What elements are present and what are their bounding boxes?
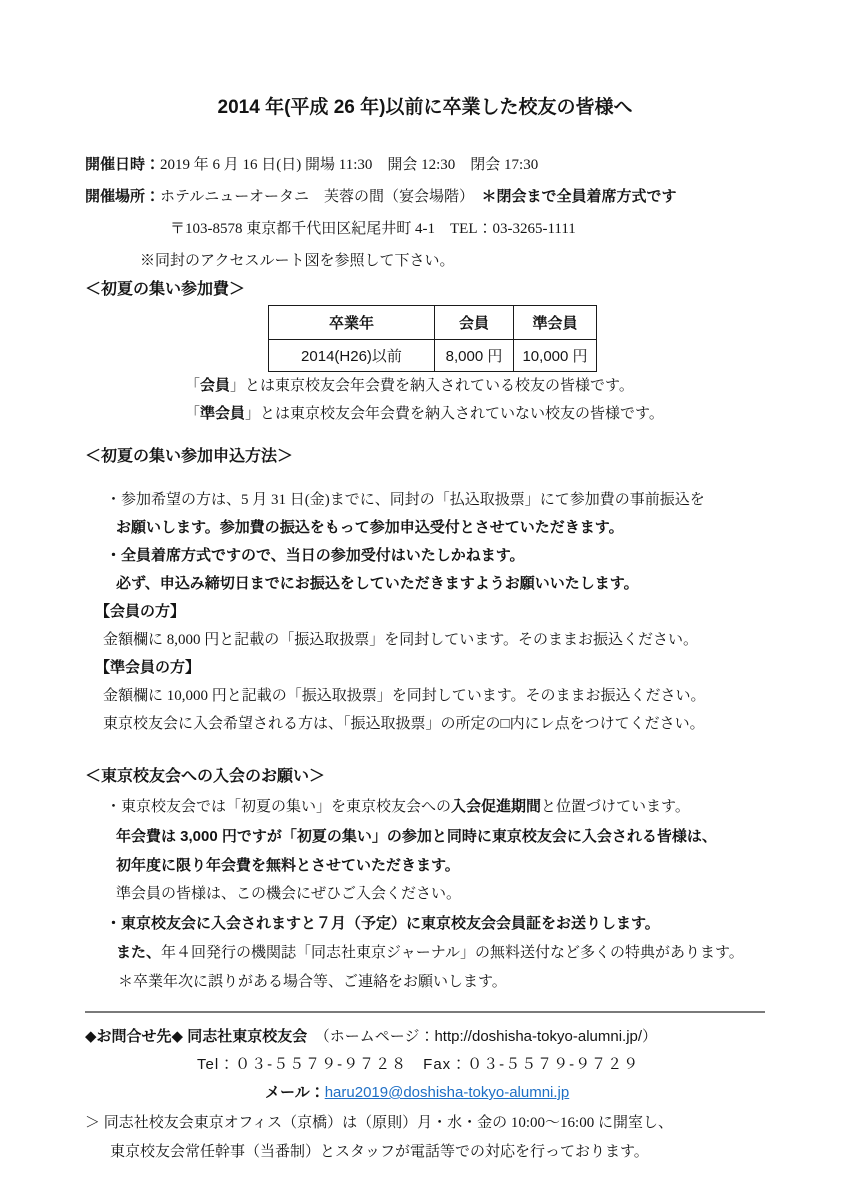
apply-bullet2-line1: ・全員着席方式ですので、当日の参加受付はいたしかねます。 <box>106 547 525 564</box>
apply-section <box>85 486 765 738</box>
contact-homepage: （ホームページ：http://doshisha-tokyo-alumni.jp/） <box>307 1028 658 1045</box>
fee-table-cell-member-fee: 8,000 円 <box>435 340 514 372</box>
apply-bullet2-line2: 必ず、申込み締切日までにお振込をしていただきますようお願いいたします。 <box>116 575 639 592</box>
page-title: 2014 年(平成 26 年)以前に卒業した校友の皆様へ <box>217 97 633 118</box>
horizontal-divider <box>85 1011 765 1013</box>
associate-instructions-2: 東京校友会に入会希望される方は、「振込取扱票」の所定の□内にレ点をつけてください。 <box>103 716 705 732</box>
colon: ： <box>145 188 161 205</box>
contact-tel-fax: Tel：０３-５５７９-９７２８ Fax：０３-５５７９-９７２９ <box>197 1056 640 1073</box>
event-info-block <box>85 149 765 277</box>
office-info-block <box>85 1109 765 1167</box>
join-section <box>85 792 765 997</box>
associate-instructions-1: 金額欄に 10,000 円と記載の「振込取扱票」を同封しています。そのままお振込ください。 <box>103 688 706 704</box>
fee-note-associate-term: 準会員 <box>200 405 246 422</box>
fee-table-cell-year: 2014(H26)以前 <box>269 340 435 372</box>
join-graduation-year-note: ＊卒業年次に誤りがある場合等、ご連絡をお願いします。 <box>118 974 507 990</box>
event-venue-note: ＊閉会まで全員着席方式です <box>481 188 677 205</box>
event-access-note: ※同封のアクセスルート図を参照して下さい。 <box>140 253 455 269</box>
fee-table-header-graduation-year: 卒業年 <box>269 306 435 340</box>
join-bullet1-line4: 準会員の皆様は、この機会にぜひご入会ください。 <box>116 886 462 902</box>
join-bullet1-line3: 初年度に限り年会費を無料とさせていただきます。 <box>116 857 460 874</box>
office-info-line1: ＞ 同志社校友会東京オフィス（京橋）は（原則）月・水・金の 10:00～16:00 に開室し、 <box>85 1115 673 1131</box>
join-bullet2-line1: ・東京校友会に入会されますと７月（予定）に東京校友会会員証をお送りします。 <box>106 915 660 932</box>
fee-note-associate-text: 」とは東京校友会年会費を納入されていない校友の皆様です。 <box>245 406 664 422</box>
member-instructions: 金額欄に 8,000 円と記載の「振込取扱票」を同封しています。そのままお振込ください。 <box>103 632 699 648</box>
join-section-heading: ＜東京校友会への入会のお願い＞ <box>85 768 326 785</box>
join-b2-rest: 年４回発行の機関誌「同志社東京ジャーナル」の無料送付など多くの特典があります。 <box>161 945 744 961</box>
fee-table <box>268 305 597 372</box>
contact-label: ◆お問合せ先◆ 同志社東京校友会 <box>85 1028 308 1045</box>
bracket-open: 「 <box>185 378 201 394</box>
contact-mail-link[interactable]: haru2019@doshisha-tokyo-alumni.jp <box>324 1084 570 1101</box>
join-bullet1-line2: 年会費は 3,000 円ですが「初夏の集い」の参加と同時に東京校友会に入会される皆様は、 <box>116 828 717 845</box>
event-venue-value: ホテルニューオータニ 芙蓉の間（宴会場階） <box>160 189 482 205</box>
apply-bullet1-line1: ・参加希望の方は、5 月 31 日(金)までに、同封の「払込取扱票」にて参加費の事前振込を <box>106 492 705 508</box>
join-b1-emphasis: 入会促進期間 <box>451 798 542 815</box>
fee-table-row <box>269 340 597 372</box>
event-datetime-label: 開催日時 <box>85 156 146 173</box>
event-venue-line <box>85 181 765 213</box>
office-info-line2: 東京校友会常任幹事（当番制）とスタッフが電話等での対応を行っております。 <box>110 1144 649 1160</box>
join-b2-emphasis: また、 <box>116 944 162 961</box>
fee-section-heading: ＜初夏の集い参加費＞ <box>85 281 246 298</box>
fee-notes <box>85 372 765 428</box>
fee-table-cell-associate-fee: 10,000 円 <box>514 340 597 372</box>
join-b1-post: と位置づけています。 <box>541 799 690 815</box>
fee-note-associate <box>85 400 765 428</box>
contact-block <box>85 1023 765 1107</box>
colon: ： <box>145 156 161 173</box>
fee-note-member-term: 会員 <box>200 377 231 394</box>
member-subheading: 【会員の方】 <box>95 603 186 620</box>
event-venue-label: 開催場所 <box>85 188 146 205</box>
join-bullet1-line1 <box>85 792 765 822</box>
join-b1-pre: ・東京校友会では「初夏の集い」を東京校友会への <box>106 799 452 815</box>
event-datetime-value: 2019 年 6 月 16 日(日) 開場 11:30 開会 12:30 閉会 17:30 <box>160 157 539 173</box>
apply-section-heading: ＜初夏の集い参加申込方法＞ <box>85 448 294 465</box>
fee-table-header-row <box>269 306 597 340</box>
contact-mail-label: メール： <box>265 1084 325 1101</box>
fee-note-member-text: 」とは東京校友会年会費を納入されている校友の皆様です。 <box>230 378 634 394</box>
associate-subheading: 【準会員の方】 <box>95 659 201 676</box>
event-address-line: 〒103-8578 東京都千代田区紀尾井町 4-1 TEL：03-3265-1111 <box>170 221 576 237</box>
contact-mail-line <box>85 1079 765 1107</box>
join-bullet2-line2 <box>85 938 765 968</box>
fee-table-header-associate: 準会員 <box>514 306 597 340</box>
bracket-open: 「 <box>185 406 201 422</box>
fee-note-member <box>85 372 765 400</box>
fee-table-header-member: 会員 <box>435 306 514 340</box>
event-datetime-line <box>85 149 765 181</box>
contact-header-line <box>85 1023 765 1051</box>
apply-bullet1-line2: お願いします。参加費の振込をもって参加申込受付とさせていただきます。 <box>116 519 624 536</box>
